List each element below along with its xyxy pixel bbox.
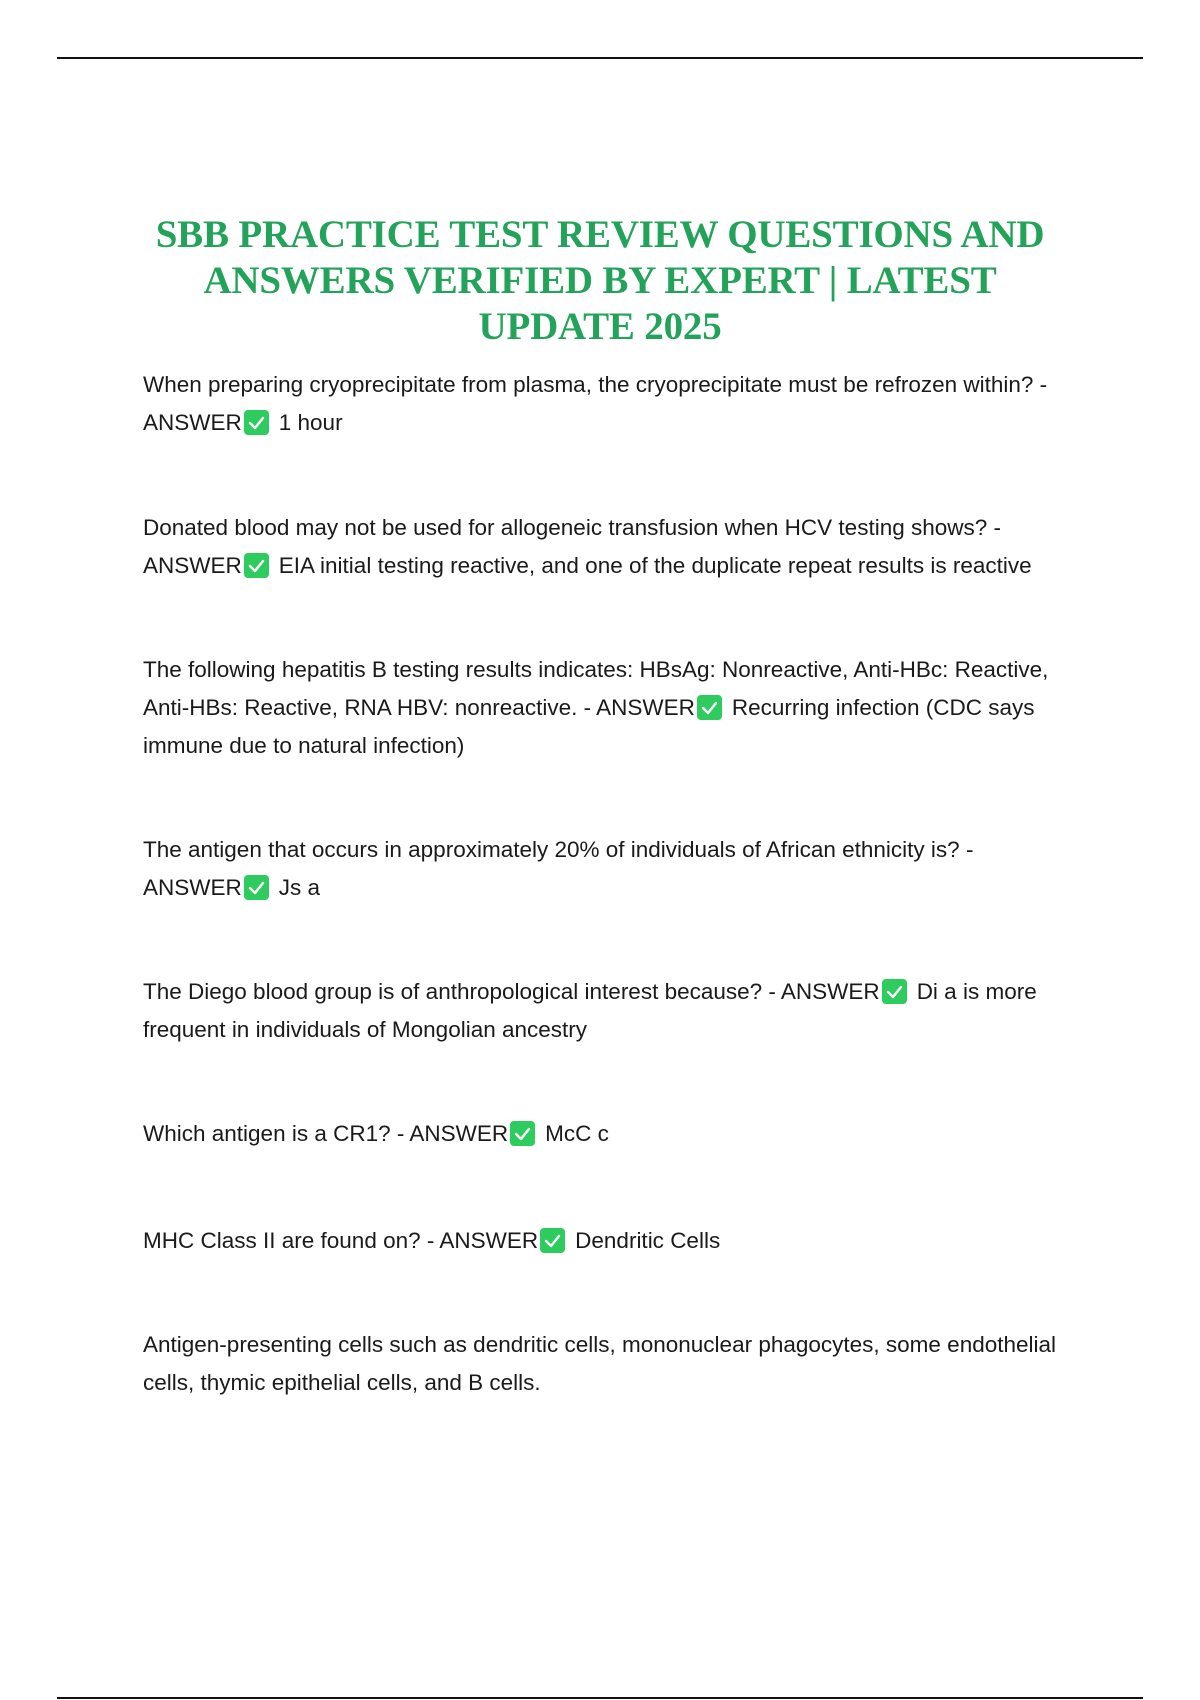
top-rule bbox=[57, 57, 1143, 59]
qa-list bbox=[143, 366, 1073, 1402]
answer-marker: ANSWER bbox=[780, 979, 880, 1004]
qa-item bbox=[143, 509, 1073, 585]
question-text: The antigen that occurs in approximately 20% of individuals of African ethnicity is? - bbox=[143, 837, 974, 862]
title-line-2: ANSWERS VERIFIED BY EXPERT | LATEST bbox=[203, 259, 997, 302]
qa-item bbox=[143, 1222, 1073, 1260]
check-mark-icon bbox=[540, 1228, 565, 1253]
bottom-rule bbox=[57, 1697, 1143, 1699]
check-mark-icon bbox=[244, 875, 269, 900]
trailing-note: Antigen-presenting cells such as dendritic cells, mononuclear phagocytes, some endothelial cells, thymic epithelial cells, and B cells. bbox=[143, 1332, 1057, 1395]
question-text: The following hepatitis B testing results indicates: HBsAg: Nonreactive, Anti-HBc: Reactive, Anti-HBs: Reactive, RNA HBV: nonreactive. - bbox=[143, 657, 1049, 720]
question-text: Which antigen is a CR1? - bbox=[143, 1121, 410, 1146]
question-text: The Diego blood group is of anthropological interest because? - bbox=[143, 979, 781, 1004]
title-line-3: UPDATE 2025 bbox=[478, 305, 722, 348]
qa-item bbox=[143, 1115, 1073, 1153]
title-line-1: SBB PRACTICE TEST REVIEW QUESTIONS AND bbox=[155, 213, 1045, 256]
answer-text: EIA initial testing reactive, and one of the duplicate repeat results is reactive bbox=[278, 553, 1032, 578]
answer-text: Dendritic Cells bbox=[575, 1228, 721, 1253]
qa-item bbox=[143, 366, 1073, 442]
answer-marker: ANSWER bbox=[143, 875, 242, 900]
answer-text: Di a is more frequent in individuals of Mongolian ancestry bbox=[143, 979, 1037, 1042]
qa-item bbox=[143, 651, 1073, 765]
answer-text: 1 hour bbox=[278, 410, 343, 435]
answer-marker: ANSWER bbox=[439, 1228, 539, 1253]
qa-item bbox=[143, 973, 1073, 1049]
answer-marker: ANSWER bbox=[143, 553, 242, 578]
question-text: When preparing cryoprecipitate from plasma, the cryoprecipitate must be refrozen within? - bbox=[143, 372, 1048, 397]
answer-marker: ANSWER bbox=[596, 695, 695, 720]
document-title bbox=[120, 212, 1080, 350]
check-mark-icon bbox=[244, 553, 269, 578]
answer-text: McC c bbox=[545, 1121, 609, 1146]
question-text: Donated blood may not be used for allogeneic transfusion when HCV testing shows? - bbox=[143, 515, 1001, 540]
check-mark-icon bbox=[882, 979, 907, 1004]
answer-marker: ANSWER bbox=[409, 1121, 509, 1146]
check-mark-icon bbox=[510, 1121, 535, 1146]
answer-text: Js a bbox=[278, 875, 321, 900]
question-text: MHC Class II are found on? - bbox=[143, 1228, 440, 1253]
check-mark-icon bbox=[697, 695, 722, 720]
answer-marker: ANSWER bbox=[143, 410, 242, 435]
qa-item bbox=[143, 831, 1073, 907]
check-mark-icon bbox=[244, 410, 269, 435]
answer-text: Recurring infection (CDC says immune due to natural infection) bbox=[143, 695, 1035, 758]
